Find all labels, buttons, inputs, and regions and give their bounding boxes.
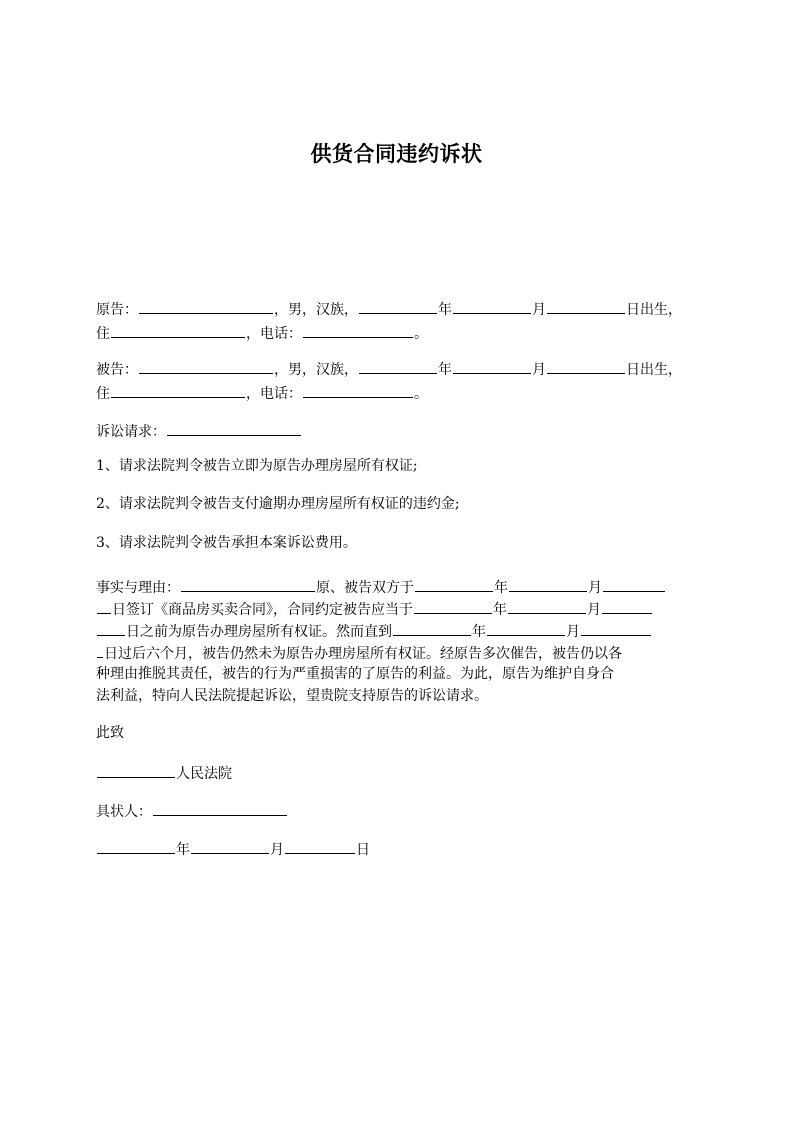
deadline-month-field[interactable] (508, 598, 586, 614)
defendant-birth-day-field[interactable] (547, 358, 625, 374)
plaintiff-label: 原告： (96, 302, 138, 318)
address-label: 住 (96, 326, 110, 342)
facts-label: 事实与理由： (96, 580, 180, 596)
signer-field[interactable] (153, 800, 287, 816)
court-line (96, 762, 232, 782)
plaintiff-line-1 (96, 298, 682, 318)
year-label: 年 (438, 362, 452, 378)
defendant-phone-field[interactable] (303, 382, 413, 398)
facts-line-5: 种理由推脱其责任，被告的行为严重损害的了原告的利益。为此，原告为维护自身合 (96, 666, 614, 682)
deadline-year-field[interactable] (414, 598, 492, 614)
phone-label: ，电话： (246, 326, 302, 342)
document-title: 供货合同违约诉状 (310, 142, 483, 166)
facts-line-4 (96, 642, 622, 662)
facts-text: 原、被告双方于 (316, 580, 414, 596)
date-day-field[interactable] (285, 838, 355, 854)
claim-item: 2、请求法院判令被告支付逾期办理房屋所有权证的违约金; (96, 496, 460, 512)
defendant-address-field[interactable] (111, 382, 245, 398)
greeting: 此致 (96, 725, 124, 741)
signer-label: 具状人： (96, 804, 152, 820)
plaintiff-birth-month-field[interactable] (453, 298, 531, 314)
month-label: 月 (588, 580, 602, 596)
plaintiff-phone-field[interactable] (303, 322, 413, 338)
plaintiff-birth-day-field[interactable] (547, 298, 625, 314)
facts-line-3 (96, 620, 652, 640)
defendant-line-1 (96, 358, 682, 378)
contract-month-field[interactable] (509, 576, 587, 592)
year-label: 年 (438, 302, 452, 318)
signer-line (96, 800, 288, 820)
plaintiff-name-field[interactable] (139, 298, 273, 314)
plaintiff-gender-ethnicity: ，男，汉族， (274, 302, 358, 318)
until-month-field[interactable] (487, 620, 565, 636)
year-label: 年 (494, 580, 508, 596)
deadline-day-field-start[interactable] (602, 598, 652, 614)
date-year-field[interactable] (97, 838, 175, 854)
month-label: 月 (532, 302, 546, 318)
facts-field[interactable] (181, 576, 315, 592)
phone-label: ，电话： (246, 386, 302, 402)
plaintiff-line-2 (96, 322, 428, 342)
month-label: 月 (270, 842, 284, 858)
facts-text: 日签订《商品房买卖合同》，合同约定被告应当于 (112, 602, 413, 618)
claim-item: 1、请求法院判令被告立即为原告办理房屋所有权证; (96, 458, 418, 474)
plaintiff-birth-year-field[interactable] (359, 298, 437, 314)
claims-field[interactable] (167, 420, 301, 436)
facts-line-2 (96, 598, 653, 618)
defendant-gender-ethnicity: ，男，汉族， (274, 362, 358, 378)
defendant-line-2 (96, 382, 428, 402)
facts-line-1 (96, 576, 666, 596)
date-month-field[interactable] (191, 838, 269, 854)
claims-heading (96, 420, 302, 440)
court-name-field[interactable] (97, 762, 175, 778)
contract-year-field[interactable] (415, 576, 493, 592)
defendant-birth-year-field[interactable] (359, 358, 437, 374)
defendant-name-field[interactable] (139, 358, 273, 374)
defendant-label: 被告： (96, 362, 138, 378)
born-label: 日出生， (626, 362, 682, 378)
contract-day-field-start[interactable] (603, 576, 665, 592)
month-label: 月 (566, 624, 580, 640)
until-day-field-end[interactable] (97, 642, 103, 658)
contract-day-field-end[interactable] (97, 598, 111, 614)
until-year-field[interactable] (393, 620, 471, 636)
address-label: 住 (96, 386, 110, 402)
year-label: 年 (176, 842, 190, 858)
month-label: 月 (532, 362, 546, 378)
facts-line-6: 法利益，特向人民法院提起诉讼，望贵院支持原告的诉讼请求。 (96, 688, 488, 704)
claims-label: 诉讼请求： (96, 424, 166, 440)
facts-text: 日过后六个月，被告仍然未为原告办理房屋所有权证。经原告多次催告，被告仍以各 (104, 646, 622, 662)
year-label: 年 (493, 602, 507, 618)
until-day-field-start[interactable] (581, 620, 651, 636)
plaintiff-address-field[interactable] (111, 322, 245, 338)
date-line (96, 838, 370, 858)
period: 。 (414, 386, 428, 402)
year-label: 年 (472, 624, 486, 640)
deadline-day-field-end[interactable] (97, 620, 125, 636)
court-label: 人民法院 (176, 766, 232, 782)
day-label: 日 (356, 842, 370, 858)
defendant-birth-month-field[interactable] (453, 358, 531, 374)
month-label: 月 (587, 602, 601, 618)
period: 。 (414, 326, 428, 342)
claim-item: 3、请求法院判令被告承担本案诉讼费用。 (96, 535, 357, 551)
facts-text: 日之前为原告办理房屋所有权证。然而直到 (126, 624, 392, 640)
born-label: 日出生， (626, 302, 682, 318)
